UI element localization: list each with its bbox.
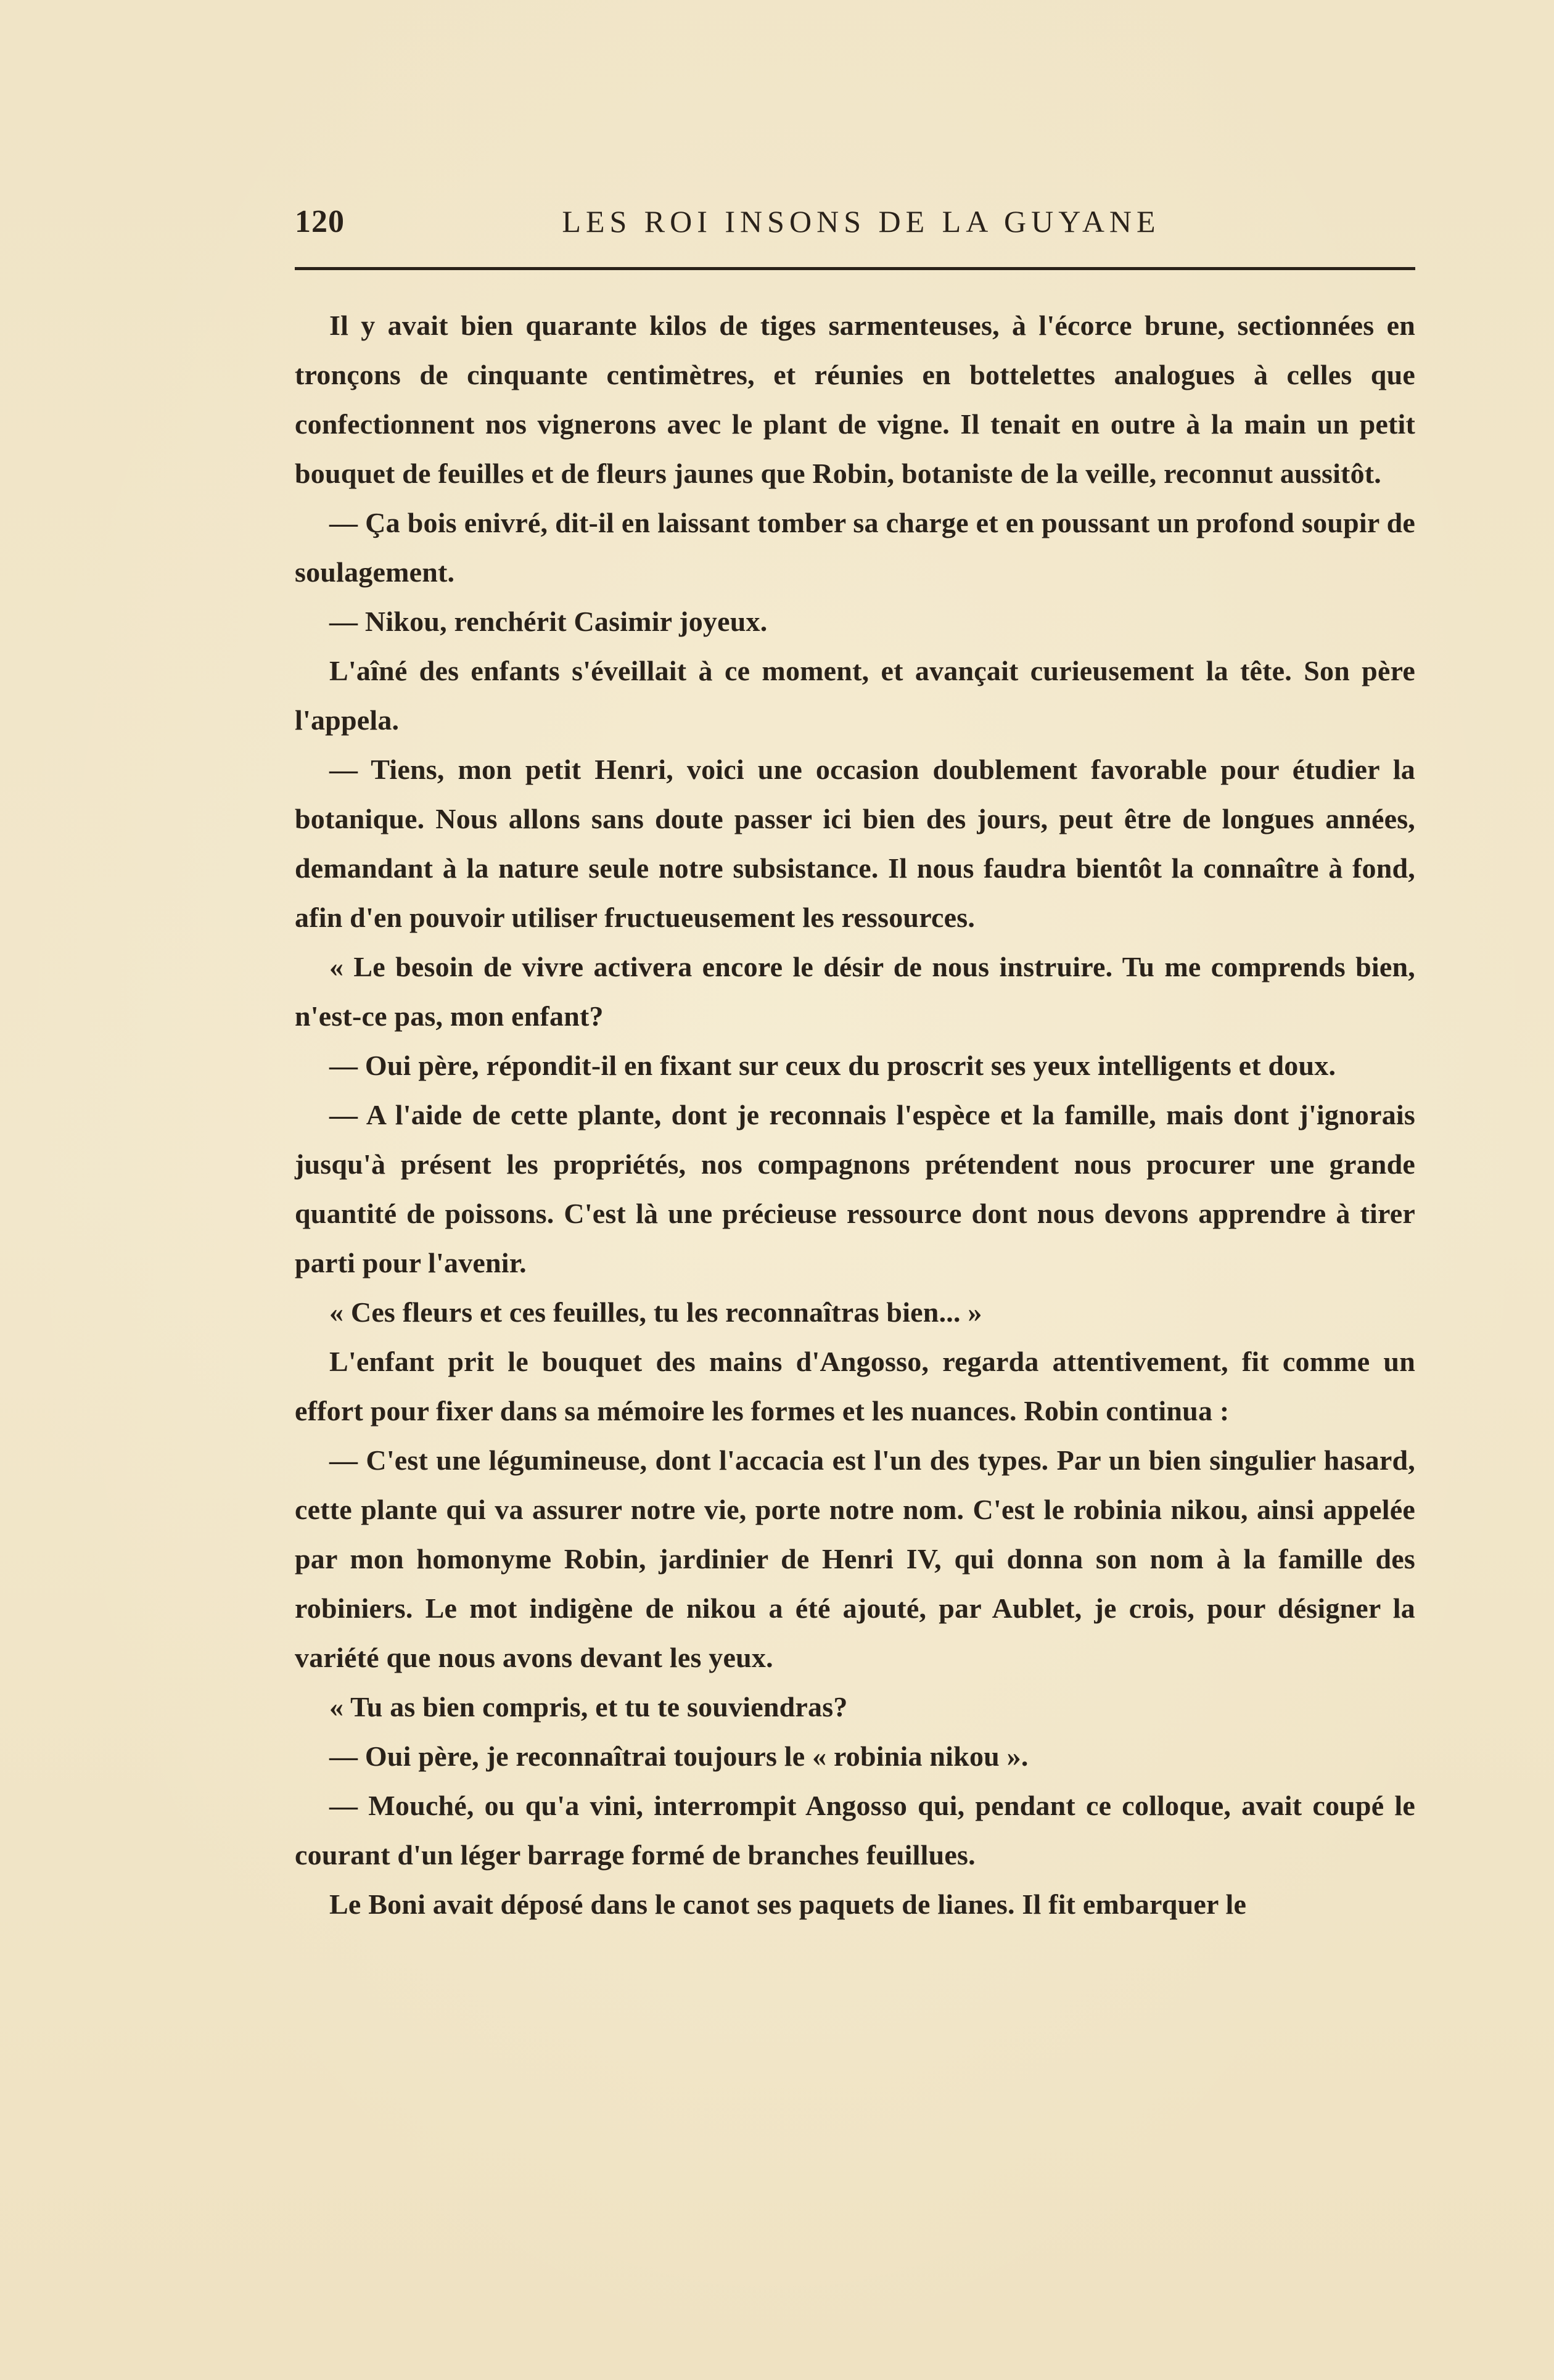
paragraph: « Ces fleurs et ces feuilles, tu les reconnaîtras bien... »	[329, 1296, 982, 1328]
paragraph: — Tiens, mon petit Henri, voici une occasion doublement favorable pour étudier la botanique. Nous allons sans doute passer ici bien des jours, peut être de longues années, demandant à la nature seule notre subsistance. Il nous faudra bientôt la connaître à fond, afin d'en pouvoir utiliser fructueusement les ressources.	[295, 754, 1415, 933]
paragraph: « Tu as bien compris, et tu te souviendras?	[329, 1691, 848, 1723]
paragraph: L'aîné des enfants s'éveillait à ce moment, et avançait curieusement la tête. Son père l'appela.	[295, 655, 1415, 736]
paragraph: — Nikou, renchérit Casimir joyeux.	[329, 606, 768, 637]
body-text	[295, 301, 1415, 1929]
paragraph: Il y avait bien quarante kilos de tiges sarmenteuses, à l'écorce brune, sectionnées en tronçons de cinquante centimètres, et réunies en bottelettes analogues à celles que confectionnent nos vignerons avec le plant de vigne. Il tenait en outre à la main un petit bouquet de feuilles et de fleurs jaunes que Robin, botaniste de la veille, reconnut aussitôt.	[295, 310, 1415, 489]
header-rule	[295, 267, 1415, 270]
page-header	[295, 204, 1415, 248]
paragraph: — C'est une légumineuse, dont l'accacia est l'un des types. Par un bien singulier hasard, cette plante qui va assurer notre vie, porte notre nom. C'est le robinia nikou, ainsi appelée par mon homonyme Robin, jardinier de Henri IV, qui donna son nom à la famille des robiniers. Le mot indigène de nikou a été ajouté, par Aublet, je crois, pour désigner la variété que nous avons devant les yeux.	[295, 1444, 1415, 1673]
paragraph: — Oui père, répondit-il en fixant sur ceux du proscrit ses yeux intelligents et doux.	[329, 1050, 1336, 1081]
paragraph: — A l'aide de cette plante, dont je reconnais l'espèce et la famille, mais dont j'ignorais jusqu'à présent les propriétés, nos compagnons prétendent nous procurer une grande quantité de poissons. C'est là une précieuse ressource dont nous devons apprendre à tirer parti pour l'avenir.	[295, 1099, 1415, 1279]
page-number: 120	[295, 204, 345, 239]
paragraph: — Mouché, ou qu'a vini, interrompit Angosso qui, pendant ce colloque, avait coupé le courant d'un léger barrage formé de branches feuillues.	[295, 1790, 1415, 1871]
paragraph: Le Boni avait déposé dans le canot ses paquets de lianes. Il fit embarquer le	[329, 1888, 1247, 1920]
paragraph: — Ça bois enivré, dit-il en laissant tomber sa charge et en poussant un profond soupir de soulagement.	[295, 507, 1415, 588]
paragraph: L'enfant prit le bouquet des mains d'Angosso, regarda attentivement, fit comme un effort pour fixer dans sa mémoire les formes et les nuances. Robin continua :	[295, 1346, 1415, 1427]
paragraph: « Le besoin de vivre activera encore le désir de nous instruire. Tu me comprends bien, n'est-ce pas, mon enfant?	[295, 951, 1415, 1032]
running-title: LES ROI INSONS DE LA GUYANE	[562, 204, 1161, 239]
paragraph: — Oui père, je reconnaîtrai toujours le « robinia nikou ».	[329, 1740, 1029, 1772]
